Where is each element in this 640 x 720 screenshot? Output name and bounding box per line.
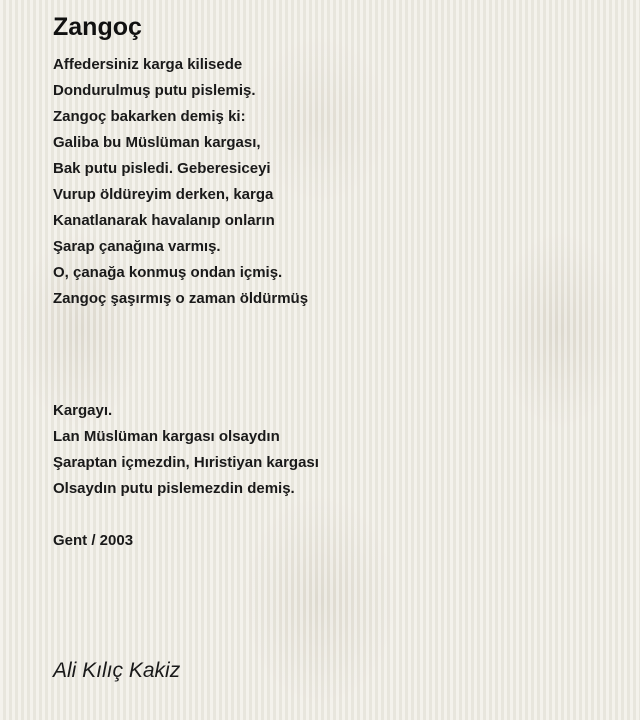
poem-line: Vurup öldüreyim derken, karga <box>53 186 274 203</box>
stanza-spacer <box>53 502 613 528</box>
poem-line: Şarap çanağına varmış. <box>53 238 221 255</box>
poem-line: O, çanağa konmuş ondan içmiş. <box>53 264 283 281</box>
stanza-1 <box>53 52 613 312</box>
poem-author: Ali Kılıç Kakiz <box>53 659 181 682</box>
poem-line: Dondurulmuş putu pislemiş. <box>53 82 256 99</box>
poem-line: Şaraptan içmezdin, Hıristiyan kargası <box>53 454 319 471</box>
poem-line: Kanatlanarak havalanıp onların <box>53 212 275 229</box>
poem-line: Olsaydın putu pislemezdin demiş. <box>53 480 295 497</box>
poem-line: Bak putu pisledi. Geberesiceyi <box>53 160 271 177</box>
poem-body <box>53 52 613 554</box>
stanza-2 <box>53 398 613 502</box>
poem-line: Kargayı. <box>53 402 113 419</box>
poem-line: Affedersiniz karga kilisede <box>53 56 243 73</box>
poem-line: Lan Müslüman kargası olsaydın <box>53 428 280 445</box>
poem-line: Zangoç bakarken demiş ki: <box>53 108 246 125</box>
stanza-spacer <box>53 312 613 398</box>
poem-line: Zangoç şaşırmış o zaman öldürmüş <box>53 290 309 307</box>
poem-title: Zangoç <box>53 13 142 41</box>
place-date: Gent / 2003 <box>53 532 134 549</box>
poem-line: Galiba bu Müslüman kargası, <box>53 134 261 151</box>
